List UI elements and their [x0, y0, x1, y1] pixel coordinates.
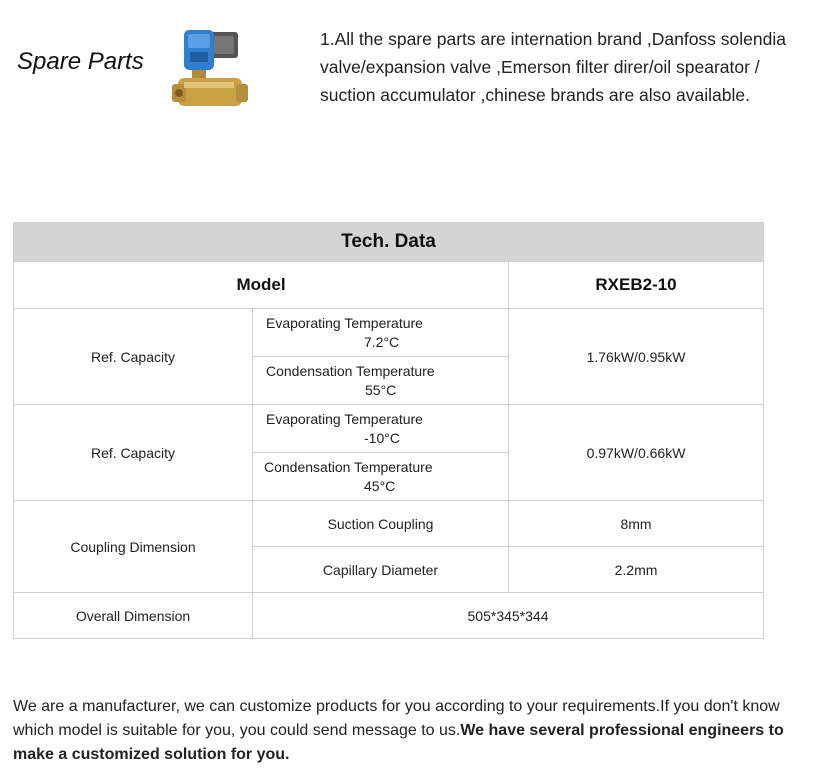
capacity-label: Ref. Capacity [14, 309, 253, 405]
model-label: Model [14, 262, 509, 309]
footer-text [13, 695, 793, 767]
tech-data-table [13, 222, 764, 639]
footer-plain: We are a manufacturer, we can customize products for you according to your requirements.If you don't know which model is suitable for you, you could send message to us. [13, 698, 780, 739]
solenoid-valve-icon [170, 26, 250, 116]
table-row [14, 309, 764, 357]
capillary-label: Capillary Diameter [253, 547, 509, 593]
table-row [14, 405, 764, 453]
condition-cell [253, 405, 509, 453]
suction-label: Suction Coupling [253, 501, 509, 547]
footer-bold: We have several professional engineers to make a customized solution for you. [13, 722, 784, 763]
condition-value: 7.2°C [364, 334, 400, 350]
condition-cell [253, 309, 509, 357]
condition-name: Condensation Temperature [266, 363, 435, 379]
table-row [14, 501, 764, 547]
overall-label: Overall Dimension [14, 593, 253, 639]
table-row [14, 593, 764, 639]
condition-name: Evaporating Temperature [266, 315, 423, 331]
overall-value: 505*345*344 [253, 593, 764, 639]
condition-value: 45°C [364, 478, 396, 494]
capacity-value: 1.76kW/0.95kW [509, 309, 764, 405]
suction-value: 8mm [509, 501, 764, 547]
capacity-value: 0.97kW/0.66kW [509, 405, 764, 501]
model-value: RXEB2-10 [509, 262, 764, 309]
capacity-label: Ref. Capacity [14, 405, 253, 501]
condition-value: -10°C [364, 430, 400, 446]
coupling-label: Coupling Dimension [14, 501, 253, 593]
condition-name: Condensation Temperature [264, 459, 433, 475]
spare-parts-title: Spare Parts [17, 48, 144, 75]
intro-text: 1.All the spare parts are internation brand ,Danfoss solendia valve/expansion valve ,Emerson filter direr/oil spearator / suction accumulator ,chinese brands are also available. [320, 29, 786, 105]
capillary-value: 2.2mm [509, 547, 764, 593]
condition-cell [253, 357, 509, 405]
condition-cell [253, 453, 509, 501]
table-title: Tech. Data [14, 223, 764, 262]
condition-name: Evaporating Temperature [266, 411, 423, 427]
condition-value: 55°C [365, 382, 397, 398]
